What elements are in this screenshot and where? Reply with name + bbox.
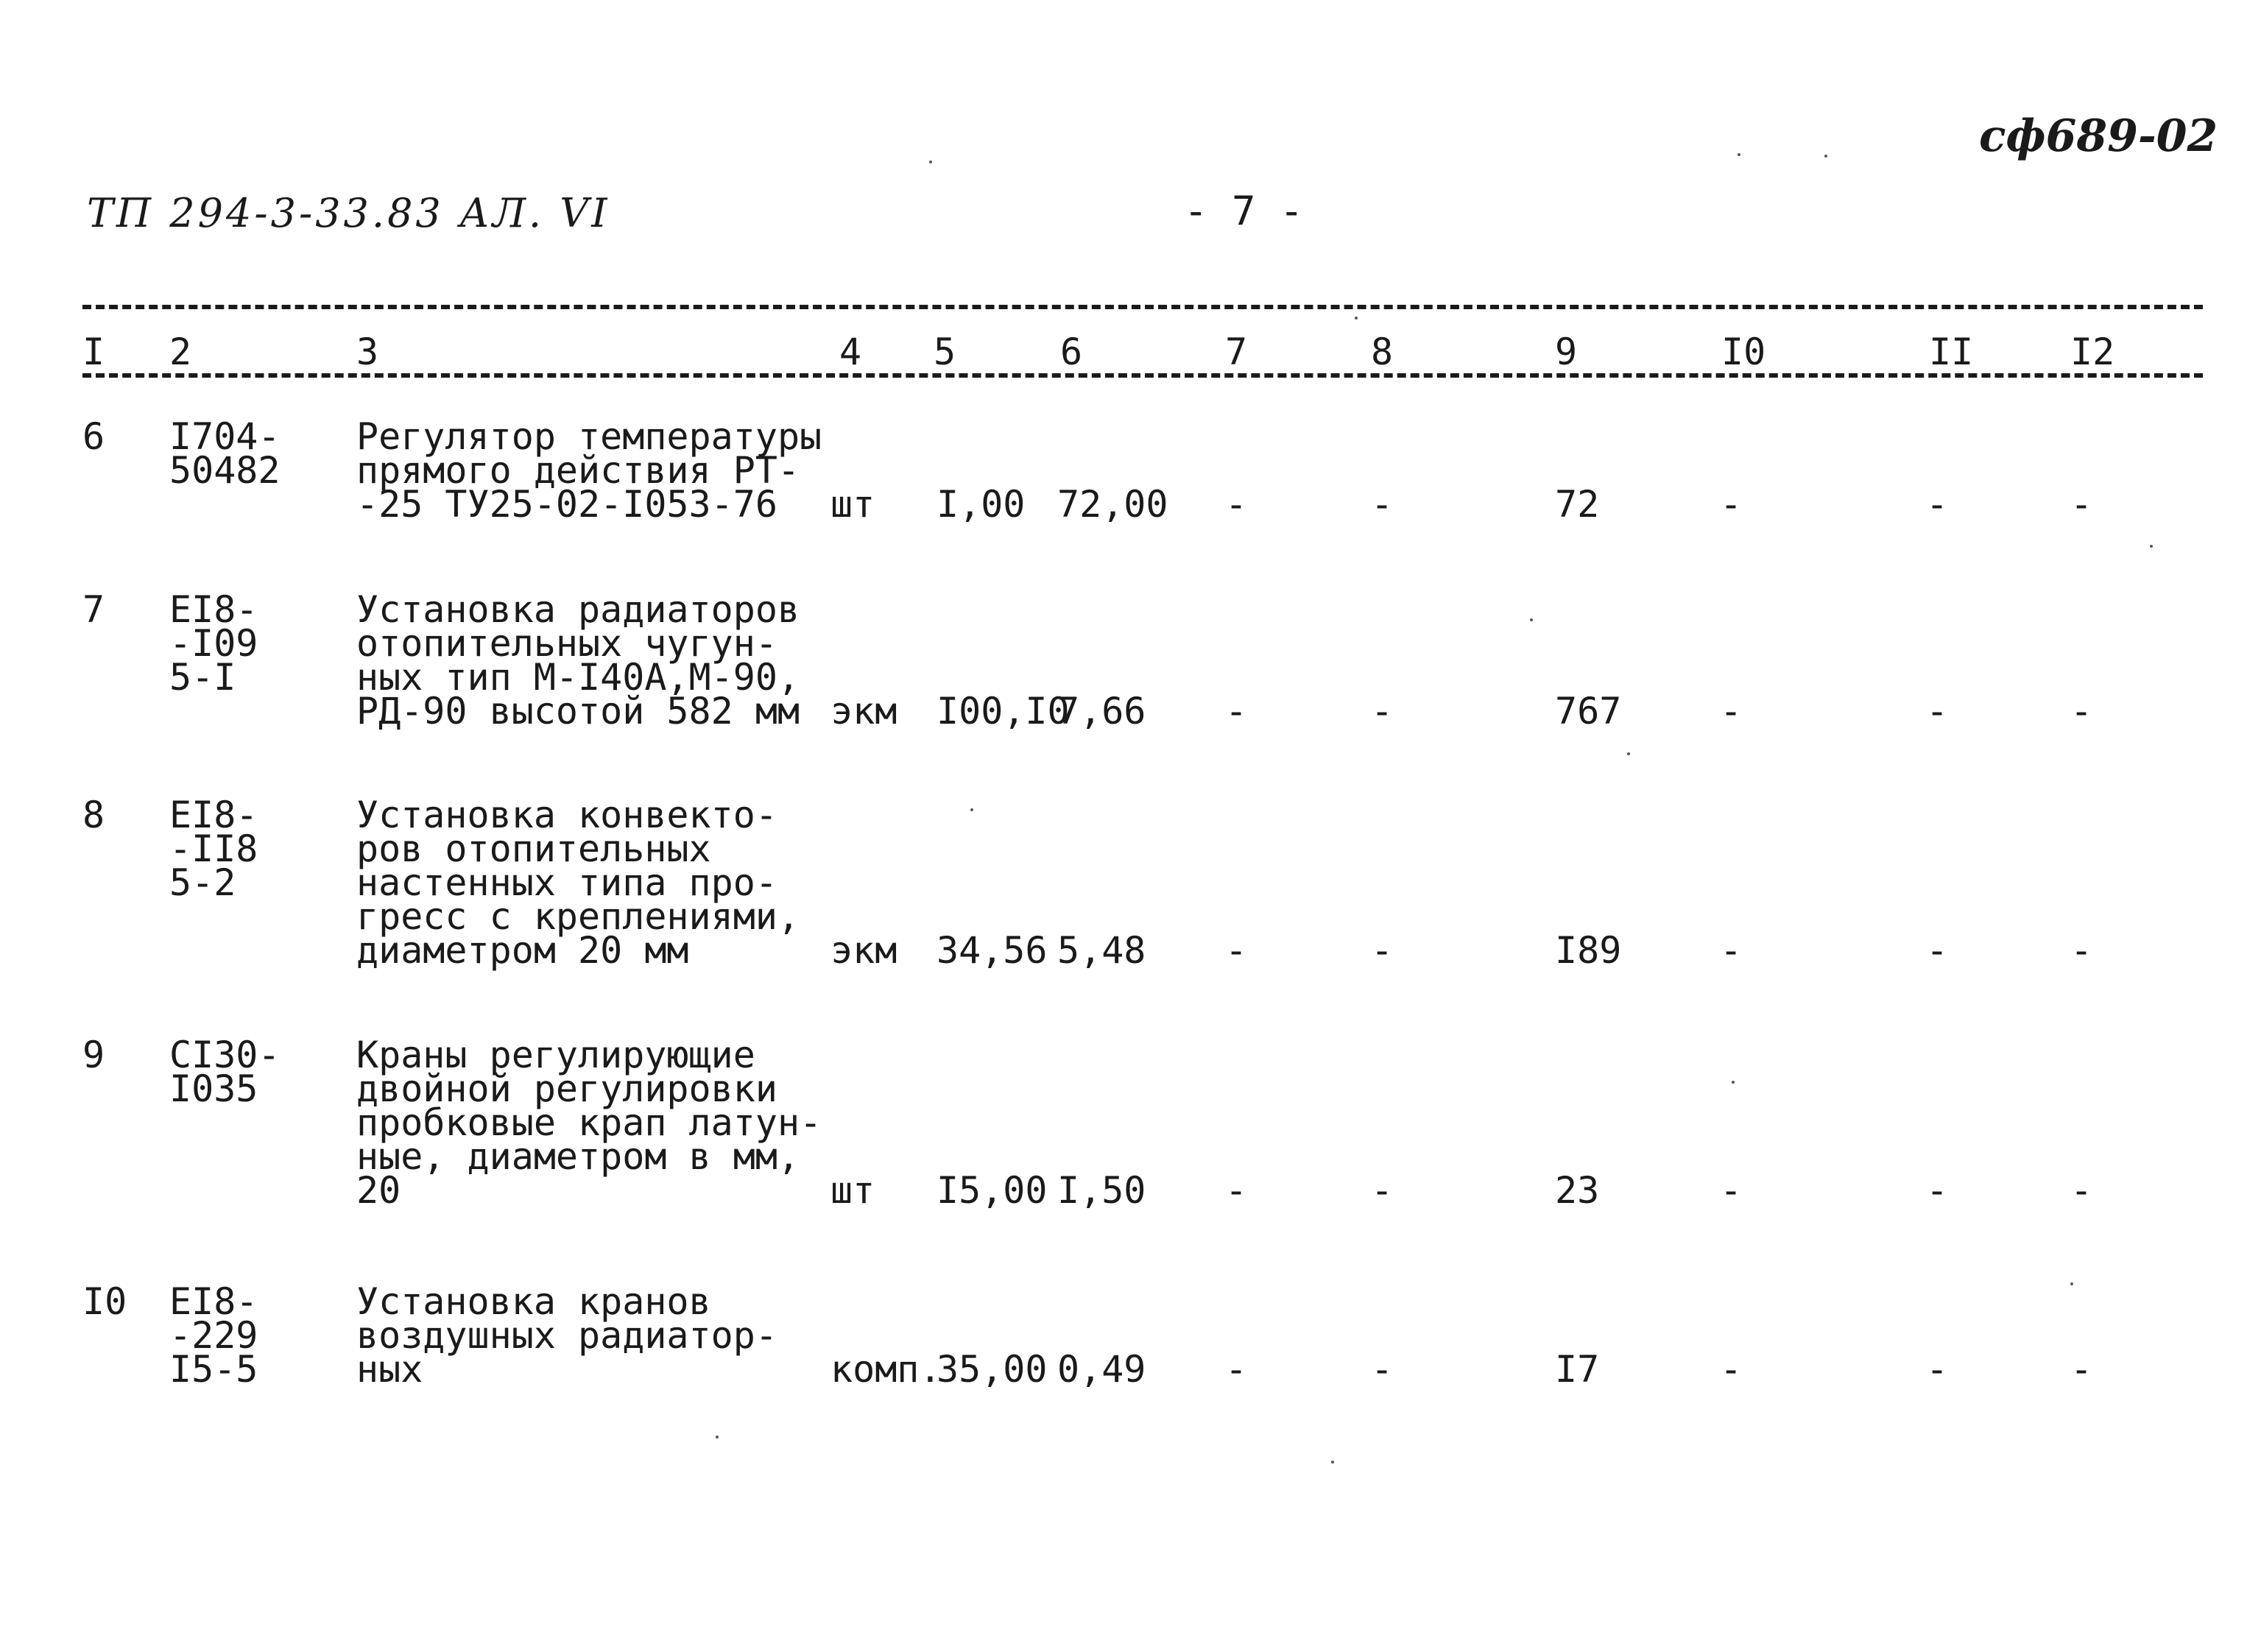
row-4-name: пробковые крап латун- <box>356 1101 822 1144</box>
row-4-name: ные, диаметром в мм, <box>356 1135 800 1178</box>
row-5-num: I0 <box>82 1280 127 1323</box>
row-2-c7: - <box>1225 690 1248 733</box>
archive-stamp: сф689-02 <box>1979 110 2218 162</box>
row-5-c8: - <box>1371 1348 1394 1391</box>
row-4-c11: - <box>1926 1169 1949 1212</box>
row-5-c12: - <box>2070 1348 2093 1391</box>
row-2-name: РД-90 высотой 582 мм <box>356 690 800 733</box>
column-header-3: 3 <box>356 331 379 373</box>
row-3-unit: экм <box>830 929 897 972</box>
row-2-name: Установка радиаторов <box>356 588 800 631</box>
row-3-name: ров отопительных <box>356 827 711 870</box>
row-3-price: 5,48 <box>1057 929 1146 972</box>
scan-speck <box>2150 545 2153 548</box>
row-1-c8: - <box>1371 483 1394 526</box>
row-3-name: диаметром 20 мм <box>356 929 689 972</box>
scan-speck <box>929 160 932 163</box>
column-header-1: I <box>82 331 105 373</box>
row-5-name: воздушных радиатор- <box>356 1314 777 1357</box>
row-3-name: гресс с креплениями, <box>356 895 800 938</box>
scan-speck <box>970 808 973 811</box>
row-4-name: Краны регулирующие <box>356 1034 755 1076</box>
row-4-c7: - <box>1225 1169 1248 1212</box>
column-header-12: I2 <box>2070 331 2115 373</box>
row-4-c9: 23 <box>1555 1169 1600 1212</box>
row-3-c7: - <box>1225 929 1248 972</box>
row-4-num: 9 <box>82 1034 105 1076</box>
row-5-code: -229 <box>169 1314 258 1357</box>
page-number: - 7 - <box>1184 188 1304 234</box>
row-4-name: 20 <box>356 1169 401 1212</box>
row-2-c11: - <box>1926 690 1949 733</box>
row-3-code: 5-2 <box>169 861 236 904</box>
row-1-name: -25 ТУ25-02-I053-76 <box>356 483 777 526</box>
row-3-num: 8 <box>82 794 105 836</box>
row-2-c8: - <box>1371 690 1394 733</box>
row-1-c11: - <box>1926 483 1949 526</box>
row-5-unit: комп. <box>830 1348 942 1391</box>
row-4-code: I035 <box>169 1067 258 1110</box>
row-4-c8: - <box>1371 1169 1394 1212</box>
row-3-code: ЕI8- <box>169 794 258 836</box>
row-2-c9: 767 <box>1555 690 1622 733</box>
row-5-name: ных <box>356 1348 423 1391</box>
row-5-price: 0,49 <box>1057 1348 1146 1391</box>
row-4-name: двойной регулировки <box>356 1067 777 1110</box>
row-4-price: I,50 <box>1057 1169 1146 1212</box>
row-3-c8: - <box>1371 929 1394 972</box>
row-5-code: ЕI8- <box>169 1280 258 1323</box>
row-1-name: прямого действия РТ- <box>356 449 800 492</box>
column-header-10: I0 <box>1721 331 1766 373</box>
row-1-qty: I,00 <box>937 483 1026 526</box>
row-4-qty: I5,00 <box>937 1169 1048 1212</box>
row-2-c10: - <box>1720 690 1743 733</box>
scan-speck <box>2070 1282 2073 1285</box>
row-2-name: отопительных чугун- <box>356 622 777 665</box>
row-2-code: ЕI8- <box>169 588 258 631</box>
scan-speck <box>1331 1461 1334 1464</box>
row-4-unit: шт <box>830 1169 875 1212</box>
row-1-c9: 72 <box>1555 483 1600 526</box>
row-3-name: Установка конвекто- <box>356 794 777 836</box>
row-1-code: 50482 <box>169 449 281 492</box>
column-header-9: 9 <box>1555 331 1578 373</box>
scan-speck <box>1824 155 1827 158</box>
row-2-code: -I09 <box>169 622 258 665</box>
column-header-7: 7 <box>1225 331 1248 373</box>
row-2-c12: - <box>2070 690 2093 733</box>
row-2-price: 7,66 <box>1057 690 1146 733</box>
scan-speck <box>1738 153 1740 156</box>
row-1-name: Регулятор температуры <box>356 415 822 458</box>
row-3-name: настенных типа про- <box>356 861 777 904</box>
row-3-c12: - <box>2070 929 2093 972</box>
column-header-6: 6 <box>1060 331 1083 373</box>
scan-speck <box>1355 317 1358 320</box>
row-5-c9: I7 <box>1555 1348 1600 1391</box>
scan-speck <box>716 1436 719 1439</box>
row-1-price: 72,00 <box>1057 483 1168 526</box>
row-4-c12: - <box>2070 1169 2093 1212</box>
row-3-c9: I89 <box>1555 929 1622 972</box>
scan-speck <box>1627 752 1630 755</box>
column-header-4: 4 <box>839 331 862 373</box>
document-code: ТП 294-3-33.83 АЛ. VI <box>87 190 610 236</box>
row-5-c7: - <box>1225 1348 1248 1391</box>
row-3-c10: - <box>1720 929 1743 972</box>
row-1-c10: - <box>1720 483 1743 526</box>
row-5-c11: - <box>1926 1348 1949 1391</box>
table-header-rule <box>82 373 2203 378</box>
row-1-c7: - <box>1225 483 1248 526</box>
row-3-c11: - <box>1926 929 1949 972</box>
row-2-name: ных тип М-I40А,М-90, <box>356 656 800 699</box>
row-3-qty: 34,56 <box>937 929 1048 972</box>
row-1-unit: шт <box>830 483 875 526</box>
row-2-qty: I00,I0 <box>937 690 1070 733</box>
row-5-code: I5-5 <box>169 1348 258 1391</box>
scan-speck <box>1530 618 1533 621</box>
row-3-code: -II8 <box>169 827 258 870</box>
row-2-num: 7 <box>82 588 105 631</box>
row-5-qty: 35,00 <box>937 1348 1048 1391</box>
row-1-num: 6 <box>82 415 105 458</box>
row-1-code: I704- <box>169 415 281 458</box>
row-4-c10: - <box>1720 1169 1743 1212</box>
column-header-2: 2 <box>169 331 192 373</box>
row-4-code: СI30- <box>169 1034 281 1076</box>
row-2-code: 5-I <box>169 656 236 699</box>
scan-speck <box>1732 1081 1735 1084</box>
row-5-c10: - <box>1720 1348 1743 1391</box>
row-2-unit: экм <box>830 690 897 733</box>
column-header-11: II <box>1929 331 1974 373</box>
table-top-rule <box>82 305 2203 309</box>
column-header-8: 8 <box>1371 331 1394 373</box>
row-1-c12: - <box>2070 483 2093 526</box>
row-5-name: Установка кранов <box>356 1280 711 1323</box>
column-header-5: 5 <box>934 331 956 373</box>
